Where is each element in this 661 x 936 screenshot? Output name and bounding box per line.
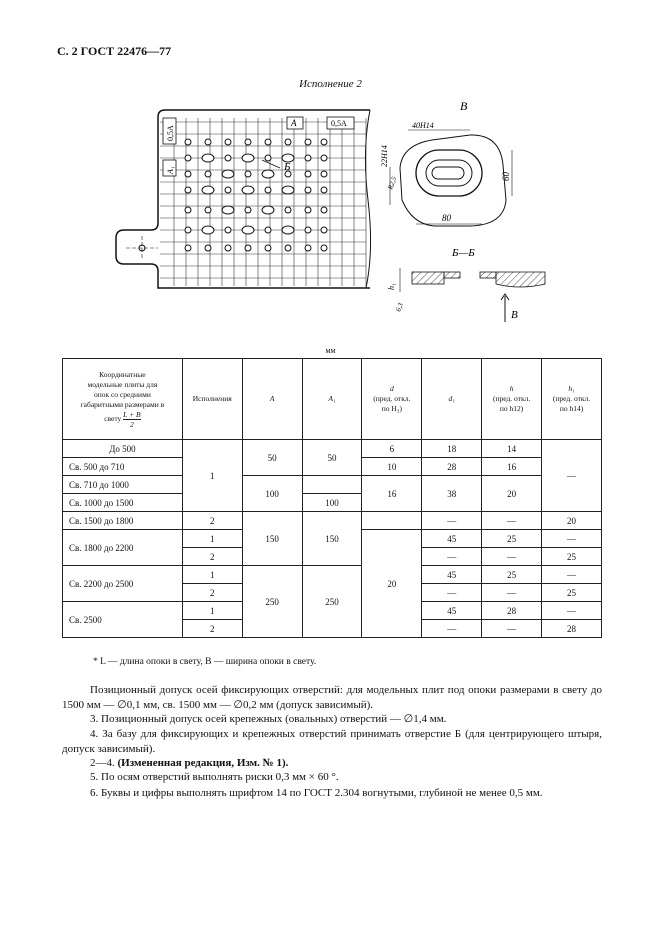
round-hole: [185, 139, 191, 145]
h1-cell: —: [542, 440, 602, 512]
d1-cell: —: [422, 512, 482, 530]
a1-cell: 250: [302, 566, 362, 638]
col-header-h: h (пред. откл. по h12): [482, 359, 542, 440]
round-hole: [265, 139, 271, 145]
round-hole: [185, 207, 191, 213]
round-hole: [265, 245, 271, 251]
round-hole: [225, 187, 231, 193]
variant-cell: 1: [182, 440, 242, 512]
dim-63-label: 6,3: [394, 301, 405, 313]
paragraph-position-tolerance: Позиционный допуск осей фиксирующих отверстий: для модельных плит под опоки размерами в свету до 1500 мм — ∅0,1 мм, св. 1500 мм — ∅0,2 мм (допуск зависимый).: [62, 684, 602, 711]
round-hole: [305, 207, 311, 213]
dim-80-label: 80: [442, 213, 451, 223]
d-cell: 10: [362, 458, 422, 476]
round-hole: [321, 187, 327, 193]
h-cell: 16: [482, 458, 542, 476]
d1-cell: —: [422, 584, 482, 602]
round-hole: [205, 245, 211, 251]
round-hole: [185, 245, 191, 251]
h1-cell: —: [542, 530, 602, 548]
table-row: [63, 512, 602, 530]
section-v-label: В: [460, 99, 468, 113]
a1-cell: 50: [302, 440, 362, 476]
a1-cell-empty: [302, 476, 362, 494]
round-hole: [265, 155, 271, 161]
arrow-v-label: В: [511, 309, 518, 321]
size-cell: Св. 2500: [63, 602, 183, 638]
oval-hole: [222, 170, 234, 178]
variant-cell: 1: [182, 530, 242, 548]
round-hole: [225, 155, 231, 161]
h-cell: 28: [482, 602, 542, 620]
paragraph-6: 6. Буквы и цифры выполнять шрифтом 14 по ГОСТ 2.304 вогнутыми, глубиной не менее 0,5 мм.: [90, 787, 543, 799]
col-header-d: d (пред. откл. по H₃): [362, 359, 422, 440]
size-cell: Св. 1000 до 1500: [63, 494, 183, 512]
page-header: С. 2 ГОСТ 22476—77: [57, 44, 172, 58]
round-hole: [305, 171, 311, 177]
table-row: [63, 440, 602, 458]
h-cell: 14: [482, 440, 542, 458]
d-cell-empty: [362, 512, 422, 530]
round-hole: [225, 245, 231, 251]
col-header-a1: A₁: [302, 359, 362, 440]
oval-hole: [242, 154, 254, 162]
table-header-row: [63, 359, 602, 440]
d1-cell: 28: [422, 458, 482, 476]
col-header-size: Координатные модельные плиты для опок со средними габаритными размерами в свету $\frac{L + B}{2}$: [63, 359, 183, 440]
d1-cell: 38: [422, 476, 482, 512]
d-cell: 20: [362, 530, 422, 638]
oval-hole: [222, 206, 234, 214]
paragraph-revision: 2—4. (Измененная редакция, Изм. № 1).: [90, 757, 289, 769]
h-cell: —: [482, 548, 542, 566]
oval-hole: [282, 226, 294, 234]
oval-hole: [262, 170, 274, 178]
technical-drawing: [0, 0, 661, 340]
table-row: [63, 476, 602, 494]
d1-cell: —: [422, 548, 482, 566]
plate-drawing: [116, 110, 371, 288]
col-header-a: A: [242, 359, 302, 440]
h-cell: 20: [482, 476, 542, 512]
size-cell: Св. 710 до 1000: [63, 476, 183, 494]
d1-cell: —: [422, 620, 482, 638]
round-hole: [321, 245, 327, 251]
variant-cell: 2: [182, 584, 242, 602]
d-cell: 6: [362, 440, 422, 458]
dim-22-label: 22H14: [380, 145, 389, 167]
round-hole: [265, 227, 271, 233]
datum-a1-label: A₁: [166, 166, 175, 174]
d1-cell: 18: [422, 440, 482, 458]
size-cell: Св. 1500 до 1800: [63, 512, 183, 530]
datum-a-label: A: [291, 118, 297, 128]
h-cell: 25: [482, 530, 542, 548]
dim-r-label: R2,5: [386, 175, 399, 191]
round-hole: [285, 245, 291, 251]
dim-40-label: 40H14: [412, 121, 434, 130]
a-cell: 50: [242, 440, 302, 476]
d1-cell: 45: [422, 530, 482, 548]
oval-hole: [202, 186, 214, 194]
slot-detail: [380, 99, 512, 226]
table-footnote: * L — длина опоки в свету, B — ширина опоки в свету.: [93, 657, 317, 667]
d1-cell: 45: [422, 566, 482, 584]
variant-cell: 2: [182, 620, 242, 638]
h-cell: —: [482, 512, 542, 530]
round-hole: [265, 187, 271, 193]
round-hole: [305, 245, 311, 251]
round-hole: [245, 171, 251, 177]
size-cell: До 500: [63, 440, 183, 458]
tol-label-2: 0,5A: [331, 119, 347, 128]
tol-label-1: 0,5A: [166, 125, 175, 141]
d-cell: 16: [362, 476, 422, 512]
h1-cell: 25: [542, 548, 602, 566]
round-hole: [305, 155, 311, 161]
table-row: [63, 566, 602, 584]
a1-cell: 100: [302, 494, 362, 512]
round-hole: [321, 155, 327, 161]
variant-cell: 2: [182, 512, 242, 530]
oval-hole: [262, 206, 274, 214]
figure-caption: Исполнение 2: [299, 78, 362, 90]
round-hole: [225, 139, 231, 145]
oval-hole: [202, 154, 214, 162]
round-hole: [285, 139, 291, 145]
col-header-h1: h₁ (пред. откл. по h14): [542, 359, 602, 440]
round-hole: [321, 139, 327, 145]
a-cell: 250: [242, 566, 302, 638]
unit-label: мм: [325, 346, 336, 355]
round-hole: [305, 187, 311, 193]
a-cell: 100: [242, 476, 302, 512]
h-cell: —: [482, 620, 542, 638]
h1-cell: 20: [542, 512, 602, 530]
round-hole: [305, 227, 311, 233]
round-hole: [321, 207, 327, 213]
h1-cell: 28: [542, 620, 602, 638]
round-hole: [185, 171, 191, 177]
section-title: Б—Б: [452, 247, 475, 259]
round-hole: [205, 171, 211, 177]
round-hole: [305, 139, 311, 145]
h1-cell: 25: [542, 584, 602, 602]
oval-hole: [242, 186, 254, 194]
dim-60-label: 60: [501, 172, 511, 181]
round-hole: [245, 139, 251, 145]
variant-cell: 1: [182, 566, 242, 584]
h1-label: h₁: [387, 283, 396, 290]
paragraph-4: 4. За базу для фиксирующих и крепежных отверстий принимать отверстие Б (для центрирующего штыря, допуск зависимый).: [62, 728, 602, 755]
size-cell: Св. 500 до 710: [63, 458, 183, 476]
round-hole: [185, 155, 191, 161]
view-b-label: Б: [284, 161, 291, 173]
a-cell: 150: [242, 512, 302, 566]
round-hole: [225, 227, 231, 233]
dimensions-table: [62, 358, 602, 638]
paragraph-5: 5. По осям отверстий выполнять риски 0,3 мм × 60 °.: [90, 771, 339, 783]
a1-cell: 150: [302, 512, 362, 566]
round-hole: [245, 245, 251, 251]
col-header-variant: Исполнения: [182, 359, 242, 440]
round-hole: [285, 207, 291, 213]
round-hole: [205, 139, 211, 145]
size-cell: Св. 2200 до 2500: [63, 566, 183, 602]
round-hole: [185, 227, 191, 233]
h1-cell: —: [542, 566, 602, 584]
h-cell: 25: [482, 566, 542, 584]
paragraph-3: 3. Позиционный допуск осей крепежных (овальных) отверстий — ∅1,4 мм.: [90, 713, 447, 725]
round-hole: [245, 207, 251, 213]
variant-cell: 1: [182, 602, 242, 620]
round-hole: [321, 171, 327, 177]
oval-hole: [242, 226, 254, 234]
oval-hole: [202, 226, 214, 234]
round-hole: [205, 207, 211, 213]
section-view: [387, 247, 545, 322]
col-header-d1: d₁: [422, 359, 482, 440]
h-cell: —: [482, 584, 542, 602]
variant-cell: 2: [182, 548, 242, 566]
round-hole: [321, 227, 327, 233]
round-hole: [185, 187, 191, 193]
d1-cell: 45: [422, 602, 482, 620]
size-cell: Св. 1800 до 2200: [63, 530, 183, 566]
oval-hole: [282, 186, 294, 194]
h1-cell: —: [542, 602, 602, 620]
